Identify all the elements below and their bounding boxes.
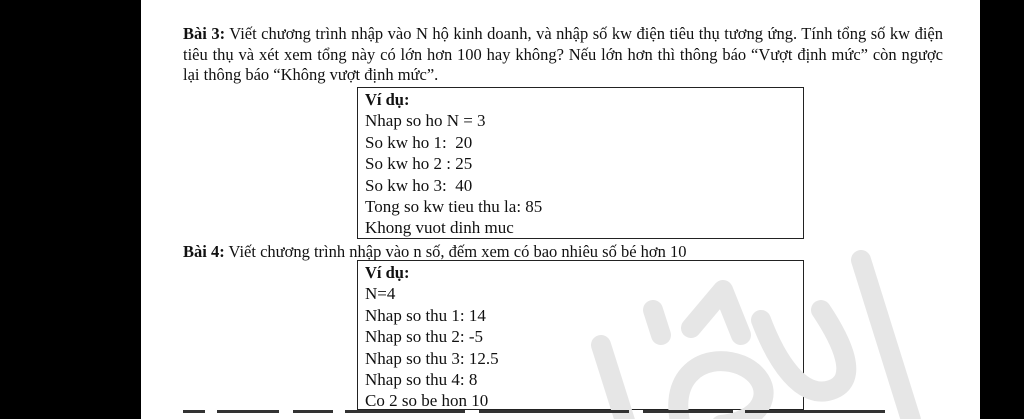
example-line: So kw ho 1: 20 [365, 132, 473, 152]
exercise-3-text: Viết chương trình nhập vào N hộ kinh doanh, và nhập số kw điện tiêu thụ tương ứng. Tính tổng số kw điện tiêu thụ và xét xem tổng này có lớn hơn 100 hay không? Nếu lớn hơn thì thông báo “Vượt định mức” còn ngược lại thông báo “Không vượt định mức”. [183, 24, 943, 84]
document-page [141, 0, 980, 419]
example-line: Nhap so thu 1: 14 [365, 305, 486, 325]
exercise-3-label: Bài 3: [183, 24, 226, 43]
example-line: Nhap so thu 3: 12.5 [365, 348, 499, 368]
example-line: Nhap so thu 4: 8 [365, 370, 478, 390]
watermark-stroke [861, 260, 911, 419]
exercise-4-label: Bài 4: [183, 242, 225, 261]
example-line: Co 2 so be hon 10 [365, 391, 489, 411]
example-line: Khong vuot dinh muc [365, 218, 514, 238]
exercise-4-text: Viết chương trình nhập vào n số, đếm xem có bao nhiêu số bé hơn 10 [224, 242, 687, 261]
exercise-3-example-box [357, 87, 804, 239]
exercise-3-paragraph [183, 24, 943, 86]
exercise-4-example-box [357, 260, 804, 410]
example-line: So kw ho 2 : 25 [365, 154, 473, 174]
example-line: Nhap so thu 2: -5 [365, 327, 484, 347]
cropped-next-line [183, 410, 943, 419]
example-line: Nhap so ho N = 3 [365, 111, 486, 131]
example-line: N=4 [365, 284, 396, 304]
example-line: So kw ho 3: 40 [365, 175, 473, 195]
example-line: Tong so kw tieu thu la: 85 [365, 197, 543, 217]
example-header: Ví dụ: [365, 90, 410, 109]
example-header: Ví dụ: [365, 263, 410, 282]
